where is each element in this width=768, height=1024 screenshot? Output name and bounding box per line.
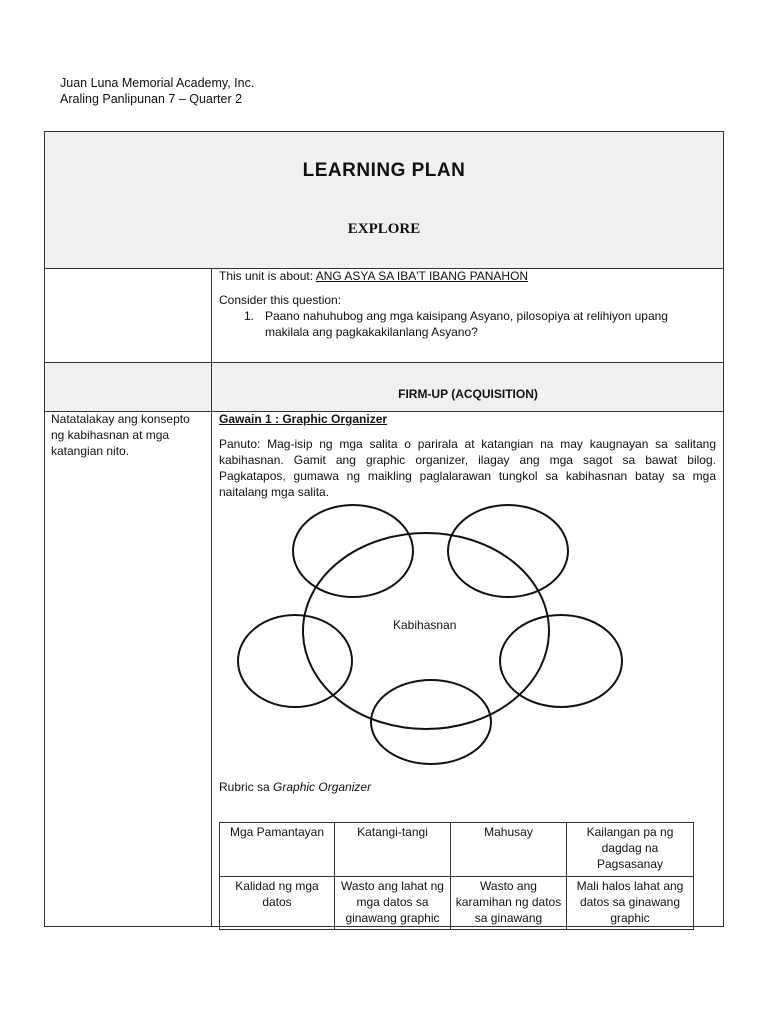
question-number: 1. <box>244 309 255 323</box>
activity-title-text: Gawain 1 : Graphic Organizer <box>219 412 388 426</box>
competency-line-3: katangian nito. <box>51 444 130 458</box>
instructions-line-3: Pagkatapos, gumawa ng maikling paglalarawan tungkol sa kabihasnan batay sa mga <box>219 469 716 483</box>
question-line-2: makilala ang pagkakakilanlang Asyano? <box>265 325 478 339</box>
instructions-line-1: Panuto: Mag-isip ng mga salita o parirala at katangian na may kaugnayan sa salitang <box>219 437 716 451</box>
center-circle-label: Kabihasnan <box>393 618 457 632</box>
rubric-cell-needs-practice: Mali halos lahat ang datos sa ginawang graphic <box>567 877 694 930</box>
rubric-header-needs-practice: Kailangan pa ng dagdag na Pagsasanay <box>567 823 694 877</box>
question-line-1: Paano nahuhubog ang mga kaisipang Asyano, pilosopiya at relihiyon upang <box>265 309 668 323</box>
satellite-circle-top-right <box>448 505 568 597</box>
rubric-header-criteria: Mga Pamantayan <box>220 823 335 877</box>
section-heading: FIRM-UP (ACQUISITION) <box>398 387 538 401</box>
stage-label: EXPLORE <box>347 221 421 237</box>
rubric-caption-italic: Graphic Organizer <box>273 780 372 794</box>
rubric-cell-excellent: Wasto ang lahat ng mga datos sa ginawang graphic <box>335 877 451 930</box>
rubric-header-good: Mahusay <box>451 823 567 877</box>
school-name: Juan Luna Memorial Academy, Inc. <box>60 76 255 90</box>
rubric-row <box>220 877 694 930</box>
course-name: Araling Panlipunan 7 – Quarter 2 <box>60 92 243 106</box>
rubric-header-row <box>220 823 694 877</box>
unit-prefix: This unit is about: <box>219 269 316 283</box>
rubric-caption <box>219 779 371 795</box>
competency-line-1: Natatalakay ang konsepto <box>51 412 190 426</box>
rubric-caption-prefix: Rubric sa <box>219 780 274 794</box>
rubric-cell-criteria: Kalidad ng mga datos <box>220 877 335 930</box>
page-title: LEARNING PLAN <box>302 160 466 181</box>
satellite-circle-right <box>500 615 622 707</box>
satellite-circle-left <box>238 615 352 707</box>
rubric-header-excellent: Katangi-tangi <box>335 823 451 877</box>
instructions-line-2: kabihasnan. Gamit ang graphic organizer, ilagay ang mga sagot sa bawat bilog. <box>219 453 716 467</box>
instructions-line-4: naitalang mga salita. <box>219 485 330 499</box>
competency-line-2: ng kabihasnan at mga <box>51 428 170 442</box>
question-intro: Consider this question: <box>219 293 342 307</box>
rubric-table <box>219 822 694 930</box>
rubric-cell-good: Wasto ang karamihan ng datos sa ginawang <box>451 877 567 930</box>
unit-topic: ANG ASYA SA IBA'T IBANG PANAHON <box>315 269 529 283</box>
